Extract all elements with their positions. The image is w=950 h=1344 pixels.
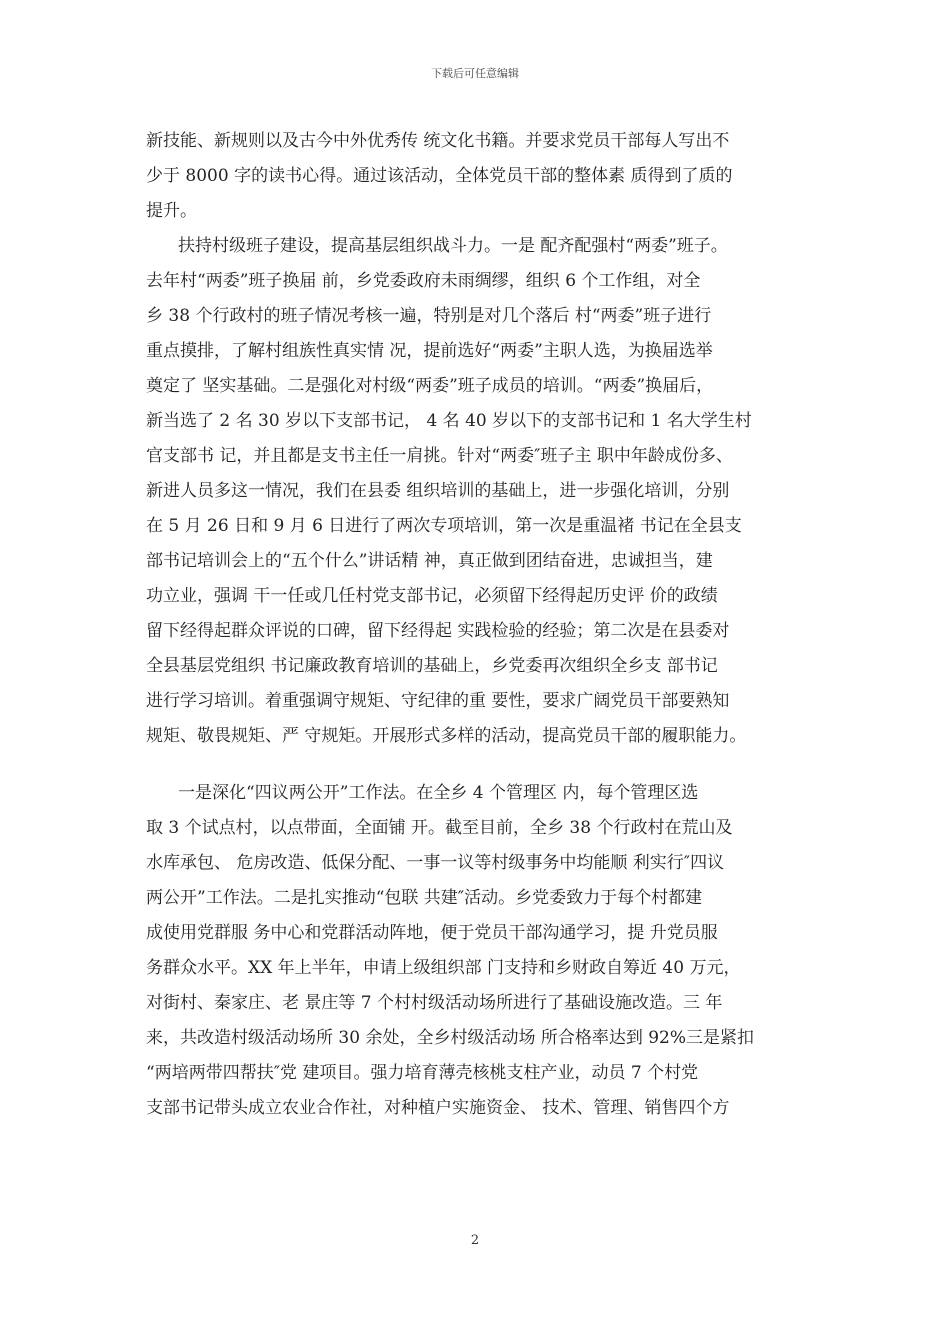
text-line: 乡 38 个行政村的班子情况考核一遍，特别是对几个落后 村“两委”班子进行 bbox=[146, 306, 712, 326]
text-line: 全县基层党组织 书记廉政教育培训的基础上，乡党委再次组织全乡支 部书记 bbox=[146, 656, 718, 676]
page-number: 2 bbox=[470, 1233, 480, 1248]
text-line: 规矩、敬畏规矩、严 守规矩。开展形式多样的活动，提高党员干部的履职能力。 bbox=[146, 726, 747, 746]
page-header: 下载后可任意编辑 bbox=[431, 67, 519, 80]
text-line: “两培两带四帮扶″党 建项目。强力培育薄壳核桃支柱产业，动员 7 个村党 bbox=[146, 1063, 699, 1083]
text-line: 成使用党群服 务中心和党群活动阵地，便于党员干部沟通学习，提 升党员服 bbox=[146, 923, 718, 943]
text-line: 去年村“两委”班子换届 前，乡党委政府未雨绸缪，组织 6 个工作组，对全 bbox=[146, 271, 701, 291]
text-line: 新当选了 2 名 30 岁以下支部书记， 4 名 40 岁以下的支部书记和 1 名大学生村 bbox=[146, 411, 752, 431]
text-line: 两公开”工作法。二是扎实推动“包联 共建″活动。乡党委致力于每个村都建 bbox=[146, 888, 703, 908]
text-line: 扶持村级班子建设，提高基层组织战斗力。一是 配齐配强村“两委”班子。 bbox=[178, 236, 728, 256]
text-line: 奠定了 坚实基础。二是强化对村级“两委”班子成员的培训。“两委”换届后， bbox=[146, 376, 714, 396]
text-line: 在 5 月 26 日和 9 月 6 日进行了两次专项培训，第一次是重温褚 书记在全县支 bbox=[146, 516, 742, 536]
text-line: 功立业，强调 干一任或几任村党支部书记，必须留下经得起历史评 价的政绩 bbox=[146, 586, 718, 606]
text-line: 留下经得起群众评说的口碑，留下经得起 实践检验的经验；第二次是在县委对 bbox=[146, 621, 730, 641]
text-line: 取 3 个试点村，以点带面，全面铺 开。截至目前，全乡 38 个行政村在荒山及 bbox=[146, 818, 733, 838]
text-line: 少于 8000 字的读书心得。通过该活动，全体党员干部的整体素 质得到了质的 bbox=[146, 166, 733, 186]
text-line: 一是深化“四议两公开”工作法。在全乡 4 个管理区 内，每个管理区选 bbox=[178, 783, 699, 803]
text-line: 来，共改造村级活动场所 30 余处，全乡村级活动场 所合格率达到 92%三是紧扣 bbox=[146, 1028, 755, 1048]
text-line: 新进人员多这一情况，我们在县委 组织培训的基础上，进一步强化培训，分别 bbox=[146, 481, 730, 501]
text-line: 务群众水平。XX 年上半年，申请上级组织部 门支持和乡财政自筹近 40 万元， bbox=[146, 958, 741, 978]
text-line: 部书记培训会上的“五个什么”讲话精 神，真正做到团结奋进，忠诚担当，建 bbox=[146, 551, 713, 571]
text-line: 进行学习培训。着重强调守规矩、守纪律的重 要性，要求广阔党员干部要熟知 bbox=[146, 691, 730, 711]
text-line: 新技能、新规则以及古今中外优秀传 统文化书籍。并要求党员干部每人写出不 bbox=[146, 131, 730, 151]
text-line: 提升。 bbox=[146, 201, 197, 221]
text-line: 水库承包、 危房改造、低保分配、一事一议等村级事务中均能顺 利实行″四议 bbox=[146, 853, 725, 873]
text-line: 对街村、秦家庄、老 景庄等 7 个村村级活动场所进行了基础设施改造。三 年 bbox=[146, 993, 723, 1013]
text-line: 重点摸排，了解村组族性真实情 况，提前选好“两委”主职人选，为换届选举 bbox=[146, 341, 713, 361]
text-line: 支部书记带头成立农业合作社，对种植户实施资金、 技术、管理、销售四个方 bbox=[146, 1098, 730, 1118]
text-line: 官支部书 记，并且都是支书主任一肩挑。针对“两委″班子主 职中年龄成份多、 bbox=[146, 446, 733, 466]
